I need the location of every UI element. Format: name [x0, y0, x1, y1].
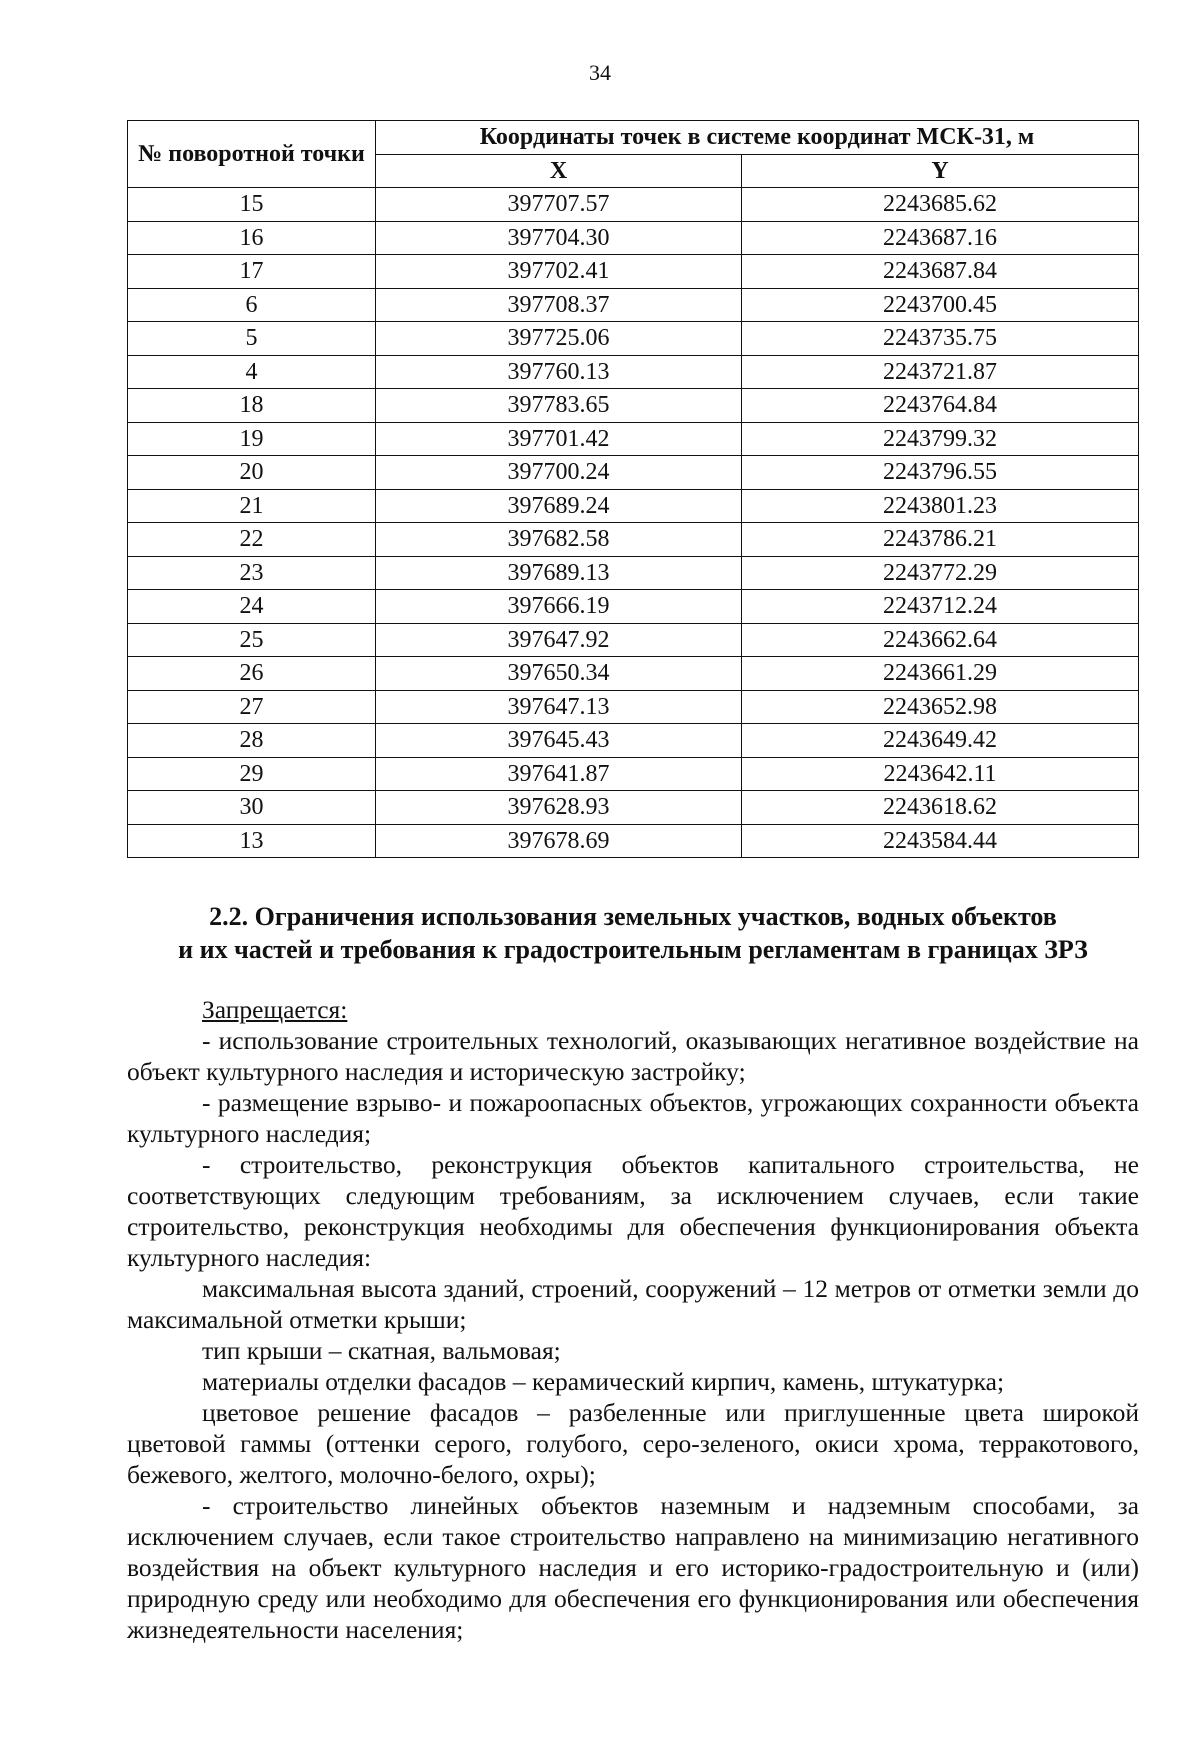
cell-y: 2243649.42: [742, 724, 1139, 758]
cell-x: 397645.43: [376, 724, 742, 758]
cell-point-number: 17: [128, 255, 376, 289]
table-row: [128, 422, 1139, 456]
cell-y: 2243661.29: [742, 657, 1139, 691]
paragraph: - строительство, реконструкция объектов капитального строительства, не соответствующих следующим требованиям, за исключением случаев, если такие строительство, реконструкция необходимы для обеспечения функционирования объекта культурного наследия:: [127, 1150, 1139, 1272]
cell-x: 397701.42: [376, 422, 742, 456]
table-row: [128, 590, 1139, 624]
cell-point-number: 16: [128, 221, 376, 255]
cell-y: 2243772.29: [742, 556, 1139, 590]
cell-y: 2243652.98: [742, 690, 1139, 724]
cell-x: 397700.24: [376, 456, 742, 490]
section-restrictions: [127, 900, 1139, 1645]
cell-y: 2243721.87: [742, 355, 1139, 389]
paragraph-list: [127, 1025, 1139, 1645]
paragraph: - использование строительных технологий, оказывающих негативное воздействие на объект культурного наследия и историческую застройку;: [127, 1026, 1139, 1086]
table-row: [128, 623, 1139, 657]
paragraph: материалы отделки фасадов – керамический кирпич, камень, штукатурка;: [202, 1367, 1005, 1396]
cell-y: 2243799.32: [742, 422, 1139, 456]
coordinates-table: [127, 120, 1139, 858]
section-title-line-2: и их частей и требования к градостроительным регламентам в границах ЗРЗ: [178, 935, 1088, 964]
cell-x: 397708.37: [376, 288, 742, 322]
cell-point-number: 4: [128, 355, 376, 389]
table-row: [128, 791, 1139, 825]
cell-point-number: 22: [128, 523, 376, 557]
cell-x: 397760.13: [376, 355, 742, 389]
cell-y: 2243584.44: [742, 824, 1139, 858]
table-body: [128, 188, 1139, 858]
table-row: [128, 657, 1139, 691]
cell-y: 2243618.62: [742, 791, 1139, 825]
cell-point-number: 18: [128, 389, 376, 423]
header-point-number: № поворотной точки: [128, 121, 376, 188]
cell-x: 397666.19: [376, 590, 742, 624]
cell-point-number: 19: [128, 422, 376, 456]
paragraph: цветовое решение фасадов – разбеленные или приглушенные цвета широкой цветовой гаммы (оттенки серого, голубого, серо-зеленого, окиси хрома, терракотового, бежевого, желтого, молочно-белого, охры);: [127, 1398, 1139, 1489]
cell-x: 397707.57: [376, 188, 742, 222]
cell-x: 397641.87: [376, 757, 742, 791]
cell-x: 397650.34: [376, 657, 742, 691]
cell-point-number: 27: [128, 690, 376, 724]
cell-point-number: 30: [128, 791, 376, 825]
header-y: Y: [742, 154, 1139, 188]
cell-y: 2243796.55: [742, 456, 1139, 490]
cell-y: 2243801.23: [742, 489, 1139, 523]
table-row: [128, 556, 1139, 590]
paragraph: максимальная высота зданий, строений, сооружений – 12 метров от отметки земли до максимальной отметки крыши;: [127, 1274, 1139, 1334]
cell-x: 397628.93: [376, 791, 742, 825]
paragraph: - строительство линейных объектов наземным и надземным способами, за исключением случаев, если такое строительство направлено на минимизацию негативного воздействия на объект культурного наследия и его историко-градостроительную и (или) природную среду или необходимо для обеспечения его функционирования или обеспечения жизнедеятельности населения;: [127, 1491, 1139, 1644]
cell-x: 397682.58: [376, 523, 742, 557]
cell-x: 397678.69: [376, 824, 742, 858]
cell-point-number: 15: [128, 188, 376, 222]
cell-point-number: 25: [128, 623, 376, 657]
cell-x: 397647.92: [376, 623, 742, 657]
cell-point-number: 21: [128, 489, 376, 523]
table-row: [128, 188, 1139, 222]
cell-point-number: 13: [128, 824, 376, 858]
cell-y: 2243786.21: [742, 523, 1139, 557]
cell-point-number: 29: [128, 757, 376, 791]
cell-x: 397783.65: [376, 389, 742, 423]
table-row: [128, 389, 1139, 423]
table-row: [128, 255, 1139, 289]
cell-y: 2243687.16: [742, 221, 1139, 255]
prohibited-label: Запрещается:: [202, 995, 348, 1024]
table-row: [128, 456, 1139, 490]
cell-point-number: 23: [128, 556, 376, 590]
cell-x: 397704.30: [376, 221, 742, 255]
cell-y: 2243642.11: [742, 757, 1139, 791]
cell-y: 2243700.45: [742, 288, 1139, 322]
cell-y: 2243685.62: [742, 188, 1139, 222]
cell-x: 397689.24: [376, 489, 742, 523]
paragraph: - размещение взрыво- и пожароопасных объектов, угрожающих сохранности объекта культурного наследия;: [127, 1088, 1139, 1148]
section-title-line-1: 2.2. Ограничения использования земельных участков, водных объектов: [209, 902, 1057, 931]
header-x: X: [376, 154, 742, 188]
cell-point-number: 6: [128, 288, 376, 322]
cell-y: 2243735.75: [742, 322, 1139, 356]
cell-x: 397725.06: [376, 322, 742, 356]
cell-point-number: 5: [128, 322, 376, 356]
table-row: [128, 724, 1139, 758]
table-row: [128, 322, 1139, 356]
table-row: [128, 824, 1139, 858]
cell-x: 397689.13: [376, 556, 742, 590]
section-title: [127, 900, 1139, 966]
table-row: [128, 288, 1139, 322]
table-row: [128, 221, 1139, 255]
cell-y: 2243764.84: [742, 389, 1139, 423]
table-row: [128, 690, 1139, 724]
table-row: [128, 757, 1139, 791]
cell-point-number: 28: [128, 724, 376, 758]
header-coordinates: Координаты точек в системе координат МСК-31, м: [376, 121, 1139, 155]
cell-y: 2243662.64: [742, 623, 1139, 657]
cell-x: 397702.41: [376, 255, 742, 289]
page-number: 34: [589, 60, 611, 85]
cell-point-number: 20: [128, 456, 376, 490]
cell-point-number: 24: [128, 590, 376, 624]
table-row: [128, 355, 1139, 389]
paragraph: тип крыши – скатная, вальмовая;: [202, 1336, 561, 1365]
table-row: [128, 523, 1139, 557]
cell-y: 2243687.84: [742, 255, 1139, 289]
cell-y: 2243712.24: [742, 590, 1139, 624]
cell-x: 397647.13: [376, 690, 742, 724]
table-row: [128, 489, 1139, 523]
cell-point-number: 26: [128, 657, 376, 691]
